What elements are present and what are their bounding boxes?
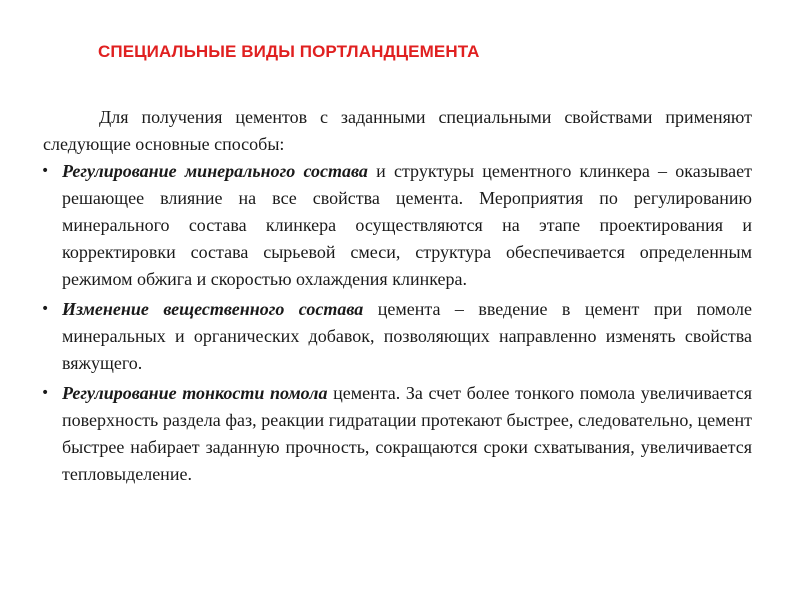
list-item-term: Изменение вещественного состава <box>62 299 364 319</box>
list-item-text: цемента. За счет более тонкого помола увеличивается поверхность раздела фаз, реакции гидратации протекают быстрее, следовательно, цемент быстрее набирает заданную прочность, сокращаются сроки схватывания, увеличивается тепловыделение. <box>62 383 752 484</box>
bullet-icon: • <box>41 385 50 401</box>
bullet-icon: • <box>41 163 50 179</box>
list-item <box>43 296 752 377</box>
list-item-term: Регулирование минерального состава <box>62 161 368 181</box>
slide-body <box>43 104 752 488</box>
list-item-text: цемента – введение в цемент при помоле минеральных и органических добавок, позволяющих направленно изменять свойства вяжущего. <box>62 299 753 373</box>
list-item-term: Регулирование тонкости помола <box>62 383 328 403</box>
bullet-icon: • <box>41 301 50 317</box>
list-item <box>43 380 752 488</box>
methods-list <box>43 158 752 488</box>
intro-paragraph: Для получения цементов с заданными специальными свойствами применяют следующие основные способы: <box>43 107 752 154</box>
list-item <box>43 158 752 293</box>
slide-title: СПЕЦИАЛЬНЫЕ ВИДЫ ПОРТЛАНДЦЕМЕНТА <box>98 42 480 61</box>
list-item-text: и структуры цементного клинкера – оказывает решающее влияние на все свойства цемента. Мероприятия по регулированию минерального состава клинкера осуществляются на этапе проектирования и корректировки состава сырьевой смеси, структура обеспечивается определенным режимом обжига и скоростью охлаждения клинкера. <box>62 161 752 289</box>
